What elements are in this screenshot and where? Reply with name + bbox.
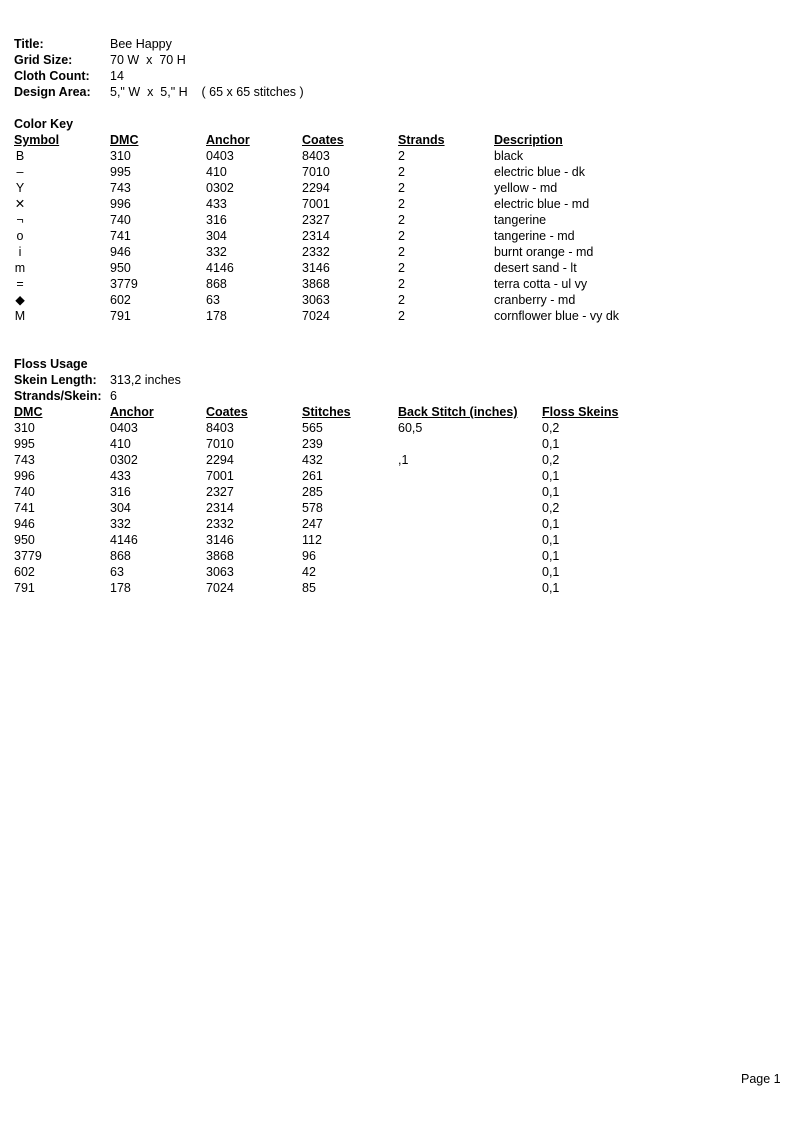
color-key-coates: 2314: [302, 229, 330, 243]
color-key-dmc: 740: [110, 213, 131, 227]
floss-dmc: 310: [14, 421, 35, 435]
floss-dmc: 740: [14, 485, 35, 499]
floss-coates: 7024: [206, 581, 234, 595]
floss-coates: 2327: [206, 485, 234, 499]
floss-dmc: 741: [14, 501, 35, 515]
floss-anchor: 4146: [110, 533, 138, 547]
color-key-coates: 2327: [302, 213, 330, 227]
floss-back-stitch: ,1: [398, 453, 409, 467]
color-key-dmc: 791: [110, 309, 131, 323]
floss-col-header-floss-skeins: Floss Skeins: [542, 405, 619, 419]
floss-anchor: 433: [110, 469, 131, 483]
symbol-glyph: B: [15, 149, 25, 163]
color-key-description: black: [494, 149, 524, 163]
color-key-strands: 2: [398, 277, 405, 291]
color-key-symbol: [14, 212, 26, 228]
floss-anchor: 63: [110, 565, 124, 579]
color-key-strands: 2: [398, 181, 405, 195]
page-number: Page 1: [741, 1072, 781, 1086]
skein-length-value: 313,2 inches: [110, 373, 181, 387]
floss-dmc: 996: [14, 469, 35, 483]
grid-size-value: 70 W x 70 H: [110, 53, 186, 67]
floss-floss-skeins: 0,1: [542, 469, 560, 483]
floss-anchor: 316: [110, 485, 131, 499]
color-key-symbol: [14, 292, 26, 308]
floss-floss-skeins: 0,2: [542, 501, 560, 515]
floss-anchor: 178: [110, 581, 131, 595]
color-key-coates: 2332: [302, 245, 330, 259]
color-key-symbol: [14, 148, 26, 164]
design-area-value: 5," W x 5," H ( 65 x 65 stitches ): [110, 85, 304, 99]
floss-coates: 3868: [206, 549, 234, 563]
color-key-strands: 2: [398, 293, 405, 307]
color-key-strands: 2: [398, 309, 405, 323]
color-key-strands: 2: [398, 213, 405, 227]
floss-stitches: 96: [302, 549, 316, 563]
floss-col-header-stitches: Stitches: [302, 405, 351, 419]
cloth-count-label: Cloth Count:: [14, 69, 90, 83]
floss-stitches: 285: [302, 485, 323, 499]
floss-anchor: 304: [110, 501, 131, 515]
color-key-symbol: [14, 196, 26, 212]
color-key-anchor: 4146: [206, 261, 234, 275]
floss-col-header-anchor: Anchor: [110, 405, 154, 419]
floss-stitches: 432: [302, 453, 323, 467]
color-key-coates: 3868: [302, 277, 330, 291]
floss-stitches: 565: [302, 421, 323, 435]
floss-coates: 3063: [206, 565, 234, 579]
color-key-strands: 2: [398, 261, 405, 275]
color-key-anchor: 304: [206, 229, 227, 243]
symbol-glyph: Y: [15, 181, 25, 195]
color-key-description: cornflower blue - vy dk: [494, 309, 620, 323]
col-header-strands: Strands: [398, 133, 445, 147]
color-key-description: tangerine - md: [494, 229, 575, 243]
color-key-symbol: [14, 244, 26, 260]
color-key-heading: Color Key: [14, 117, 74, 131]
color-key-description: electric blue - md: [494, 197, 590, 211]
floss-dmc: 950: [14, 533, 35, 547]
color-key-dmc: 950: [110, 261, 131, 275]
color-key-anchor: 0403: [206, 149, 234, 163]
color-key-description: desert sand - lt: [494, 261, 577, 275]
strands-skein-label: Strands/Skein:: [14, 389, 102, 403]
floss-dmc: 602: [14, 565, 35, 579]
symbol-glyph: =: [16, 277, 24, 291]
color-key-symbol: [14, 164, 26, 180]
color-key-anchor: 433: [206, 197, 227, 211]
symbol-glyph: i: [18, 245, 22, 259]
floss-stitches: 247: [302, 517, 323, 531]
symbol-glyph: ¬: [16, 213, 24, 227]
color-key-coates: 7010: [302, 165, 330, 179]
color-key-anchor: 868: [206, 277, 227, 291]
col-header-coates: Coates: [302, 133, 344, 147]
floss-col-header-coates: Coates: [206, 405, 248, 419]
floss-coates: 2314: [206, 501, 234, 515]
color-key-dmc: 602: [110, 293, 131, 307]
floss-stitches: 261: [302, 469, 323, 483]
floss-usage-heading: Floss Usage: [14, 357, 88, 371]
floss-stitches: 239: [302, 437, 323, 451]
symbol-glyph: m: [14, 261, 26, 275]
floss-coates: 2332: [206, 517, 234, 531]
floss-anchor: 332: [110, 517, 131, 531]
color-key-description: burnt orange - md: [494, 245, 594, 259]
grid-size-label: Grid Size:: [14, 53, 73, 67]
floss-floss-skeins: 0,1: [542, 581, 560, 595]
floss-floss-skeins: 0,1: [542, 533, 560, 547]
floss-floss-skeins: 0,1: [542, 485, 560, 499]
design-area-label: Design Area:: [14, 85, 91, 99]
symbol-glyph: o: [16, 229, 24, 243]
color-key-anchor: 316: [206, 213, 227, 227]
symbol-glyph: M: [14, 309, 26, 323]
floss-coates: 3146: [206, 533, 234, 547]
color-key-dmc: 310: [110, 149, 131, 163]
title-value: Bee Happy: [110, 37, 172, 51]
col-header-dmc: DMC: [110, 133, 139, 147]
floss-floss-skeins: 0,2: [542, 453, 560, 467]
color-key-anchor: 0302: [206, 181, 234, 195]
col-header-description: Description: [494, 133, 563, 147]
color-key-dmc: 741: [110, 229, 131, 243]
floss-dmc: 791: [14, 581, 35, 595]
color-key-symbol: [14, 276, 26, 292]
color-key-description: terra cotta - ul vy: [494, 277, 588, 291]
color-key-coates: 3063: [302, 293, 330, 307]
title-label: Title:: [14, 37, 44, 51]
floss-stitches: 85: [302, 581, 316, 595]
floss-dmc: 3779: [14, 549, 42, 563]
floss-floss-skeins: 0,1: [542, 549, 560, 563]
floss-stitches: 578: [302, 501, 323, 515]
symbol-glyph: –: [16, 165, 24, 179]
color-key-dmc: 946: [110, 245, 131, 259]
color-key-strands: 2: [398, 229, 405, 243]
color-key-coates: 7024: [302, 309, 330, 323]
strands-skein-value: 6: [110, 389, 117, 403]
color-key-anchor: 178: [206, 309, 227, 323]
symbol-glyph: ✕: [14, 197, 26, 211]
floss-coates: 7001: [206, 469, 234, 483]
color-key-strands: 2: [398, 165, 405, 179]
color-key-coates: 7001: [302, 197, 330, 211]
floss-coates: 7010: [206, 437, 234, 451]
color-key-symbol: [14, 228, 26, 244]
floss-col-header-back-stitch: Back Stitch (inches): [398, 405, 518, 419]
color-key-symbol: [14, 180, 26, 196]
color-key-coates: 3146: [302, 261, 330, 275]
color-key-dmc: 996: [110, 197, 131, 211]
color-key-symbol: [14, 260, 26, 276]
color-key-anchor: 332: [206, 245, 227, 259]
color-key-dmc: 3779: [110, 277, 138, 291]
floss-stitches: 42: [302, 565, 316, 579]
floss-dmc: 995: [14, 437, 35, 451]
color-key-strands: 2: [398, 245, 405, 259]
floss-floss-skeins: 0,1: [542, 517, 560, 531]
floss-anchor: 0403: [110, 421, 138, 435]
color-key-description: yellow - md: [494, 181, 558, 195]
col-header-symbol: Symbol: [14, 133, 60, 147]
color-key-description: electric blue - dk: [494, 165, 586, 179]
color-key-dmc: 995: [110, 165, 131, 179]
color-key-anchor: 63: [206, 293, 220, 307]
floss-coates: 8403: [206, 421, 234, 435]
col-header-anchor: Anchor: [206, 133, 250, 147]
color-key-description: tangerine: [494, 213, 547, 227]
floss-coates: 2294: [206, 453, 234, 467]
color-key-dmc: 743: [110, 181, 131, 195]
color-key-description: cranberry - md: [494, 293, 576, 307]
cloth-count-value: 14: [110, 69, 124, 83]
floss-dmc: 946: [14, 517, 35, 531]
floss-anchor: 410: [110, 437, 131, 451]
color-key-strands: 2: [398, 149, 405, 163]
floss-back-stitch: 60,5: [398, 421, 423, 435]
symbol-glyph: ◆: [15, 293, 25, 307]
color-key-coates: 8403: [302, 149, 330, 163]
floss-anchor: 0302: [110, 453, 138, 467]
color-key-anchor: 410: [206, 165, 227, 179]
skein-length-label: Skein Length:: [14, 373, 97, 387]
floss-floss-skeins: 0,1: [542, 565, 560, 579]
color-key-coates: 2294: [302, 181, 330, 195]
floss-col-header-dmc: DMC: [14, 405, 43, 419]
floss-dmc: 743: [14, 453, 35, 467]
color-key-strands: 2: [398, 197, 405, 211]
floss-anchor: 868: [110, 549, 131, 563]
floss-stitches: 112: [302, 533, 322, 547]
floss-floss-skeins: 0,2: [542, 421, 560, 435]
color-key-symbol: [14, 308, 26, 324]
floss-floss-skeins: 0,1: [542, 437, 560, 451]
